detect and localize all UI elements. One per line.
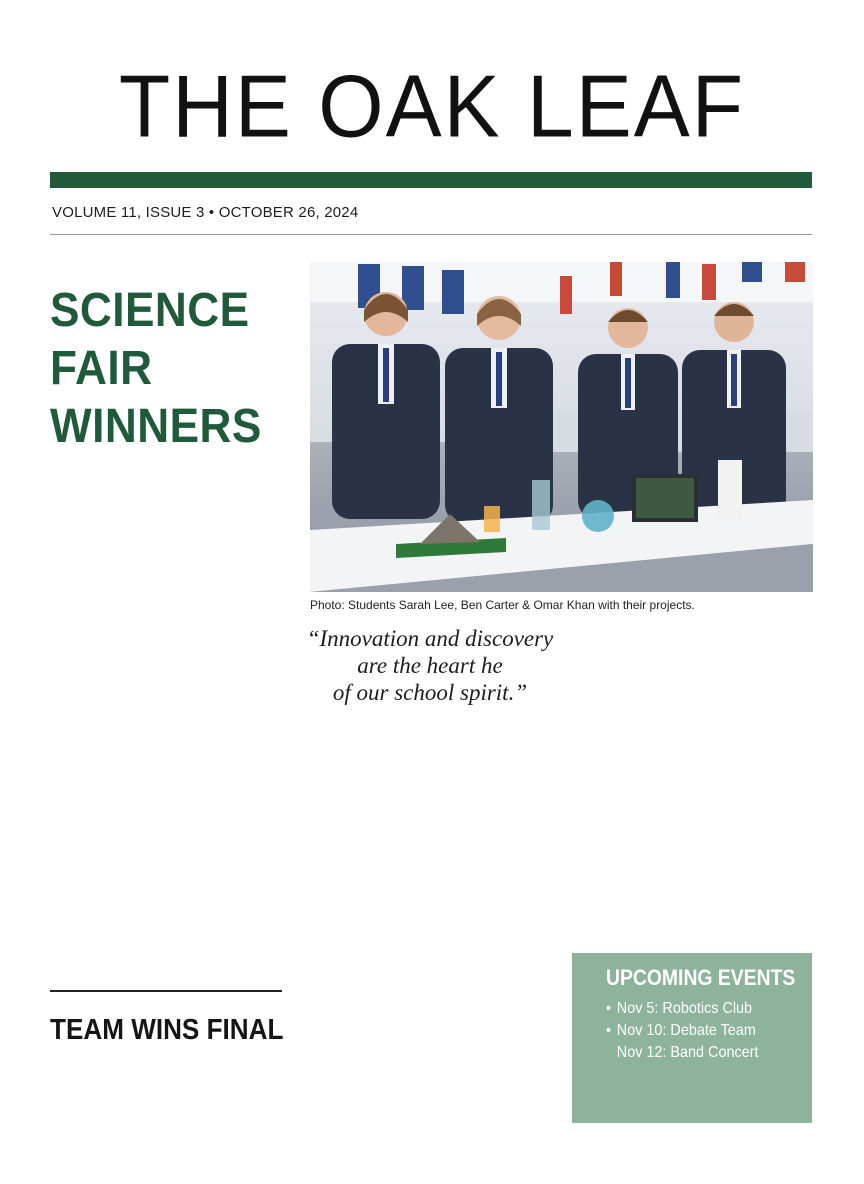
science-fair-photo bbox=[310, 262, 813, 592]
event-item bbox=[606, 1042, 758, 1064]
pull-quote bbox=[300, 625, 560, 706]
upcoming-events-title: UPCOMING EVENTS bbox=[606, 965, 796, 990]
event-item: • Nov 10: Debate Team bbox=[606, 1022, 756, 1039]
pull-quote-line2: are the heart he bbox=[357, 653, 503, 678]
team-story-rule bbox=[50, 990, 282, 992]
lead-story-body-left bbox=[50, 428, 300, 958]
masthead-green-rule bbox=[50, 172, 812, 188]
masthead-divider bbox=[50, 234, 812, 235]
upcoming-events-box bbox=[572, 953, 812, 1123]
event-item-text: Nov 12: Band Concert bbox=[616, 1044, 759, 1061]
event-item-text: Nov 10: Debate Team bbox=[616, 1022, 756, 1039]
upcoming-events-list bbox=[606, 998, 775, 1064]
lead-headline-line2: WINNERS bbox=[50, 400, 262, 453]
lead-story-body-right bbox=[572, 640, 812, 940]
masthead-title: THE OAK LEAF bbox=[118, 56, 746, 156]
event-item-text: Nov 5: Robotics Club bbox=[616, 1000, 753, 1017]
lead-headline-line1: SCIENCE FAIR bbox=[50, 284, 250, 395]
pull-quote-line1: “Innovation and discovery bbox=[306, 626, 554, 651]
pull-quote-line3: of our school spirit.” bbox=[332, 680, 528, 705]
team-story-body bbox=[50, 1068, 300, 1128]
issue-line: VOLUME 11, ISSUE 3 • OCTOBER 26, 2024 bbox=[52, 204, 359, 221]
event-item: • Nov 5: Robotics Club bbox=[606, 1000, 753, 1017]
lead-story-body-middle bbox=[312, 722, 562, 1132]
photo-caption: Photo: Students Sarah Lee, Ben Carter & Omar Khan with their projects. bbox=[310, 598, 695, 612]
team-story-headline: TEAM WINS FINAL bbox=[50, 1014, 284, 1046]
